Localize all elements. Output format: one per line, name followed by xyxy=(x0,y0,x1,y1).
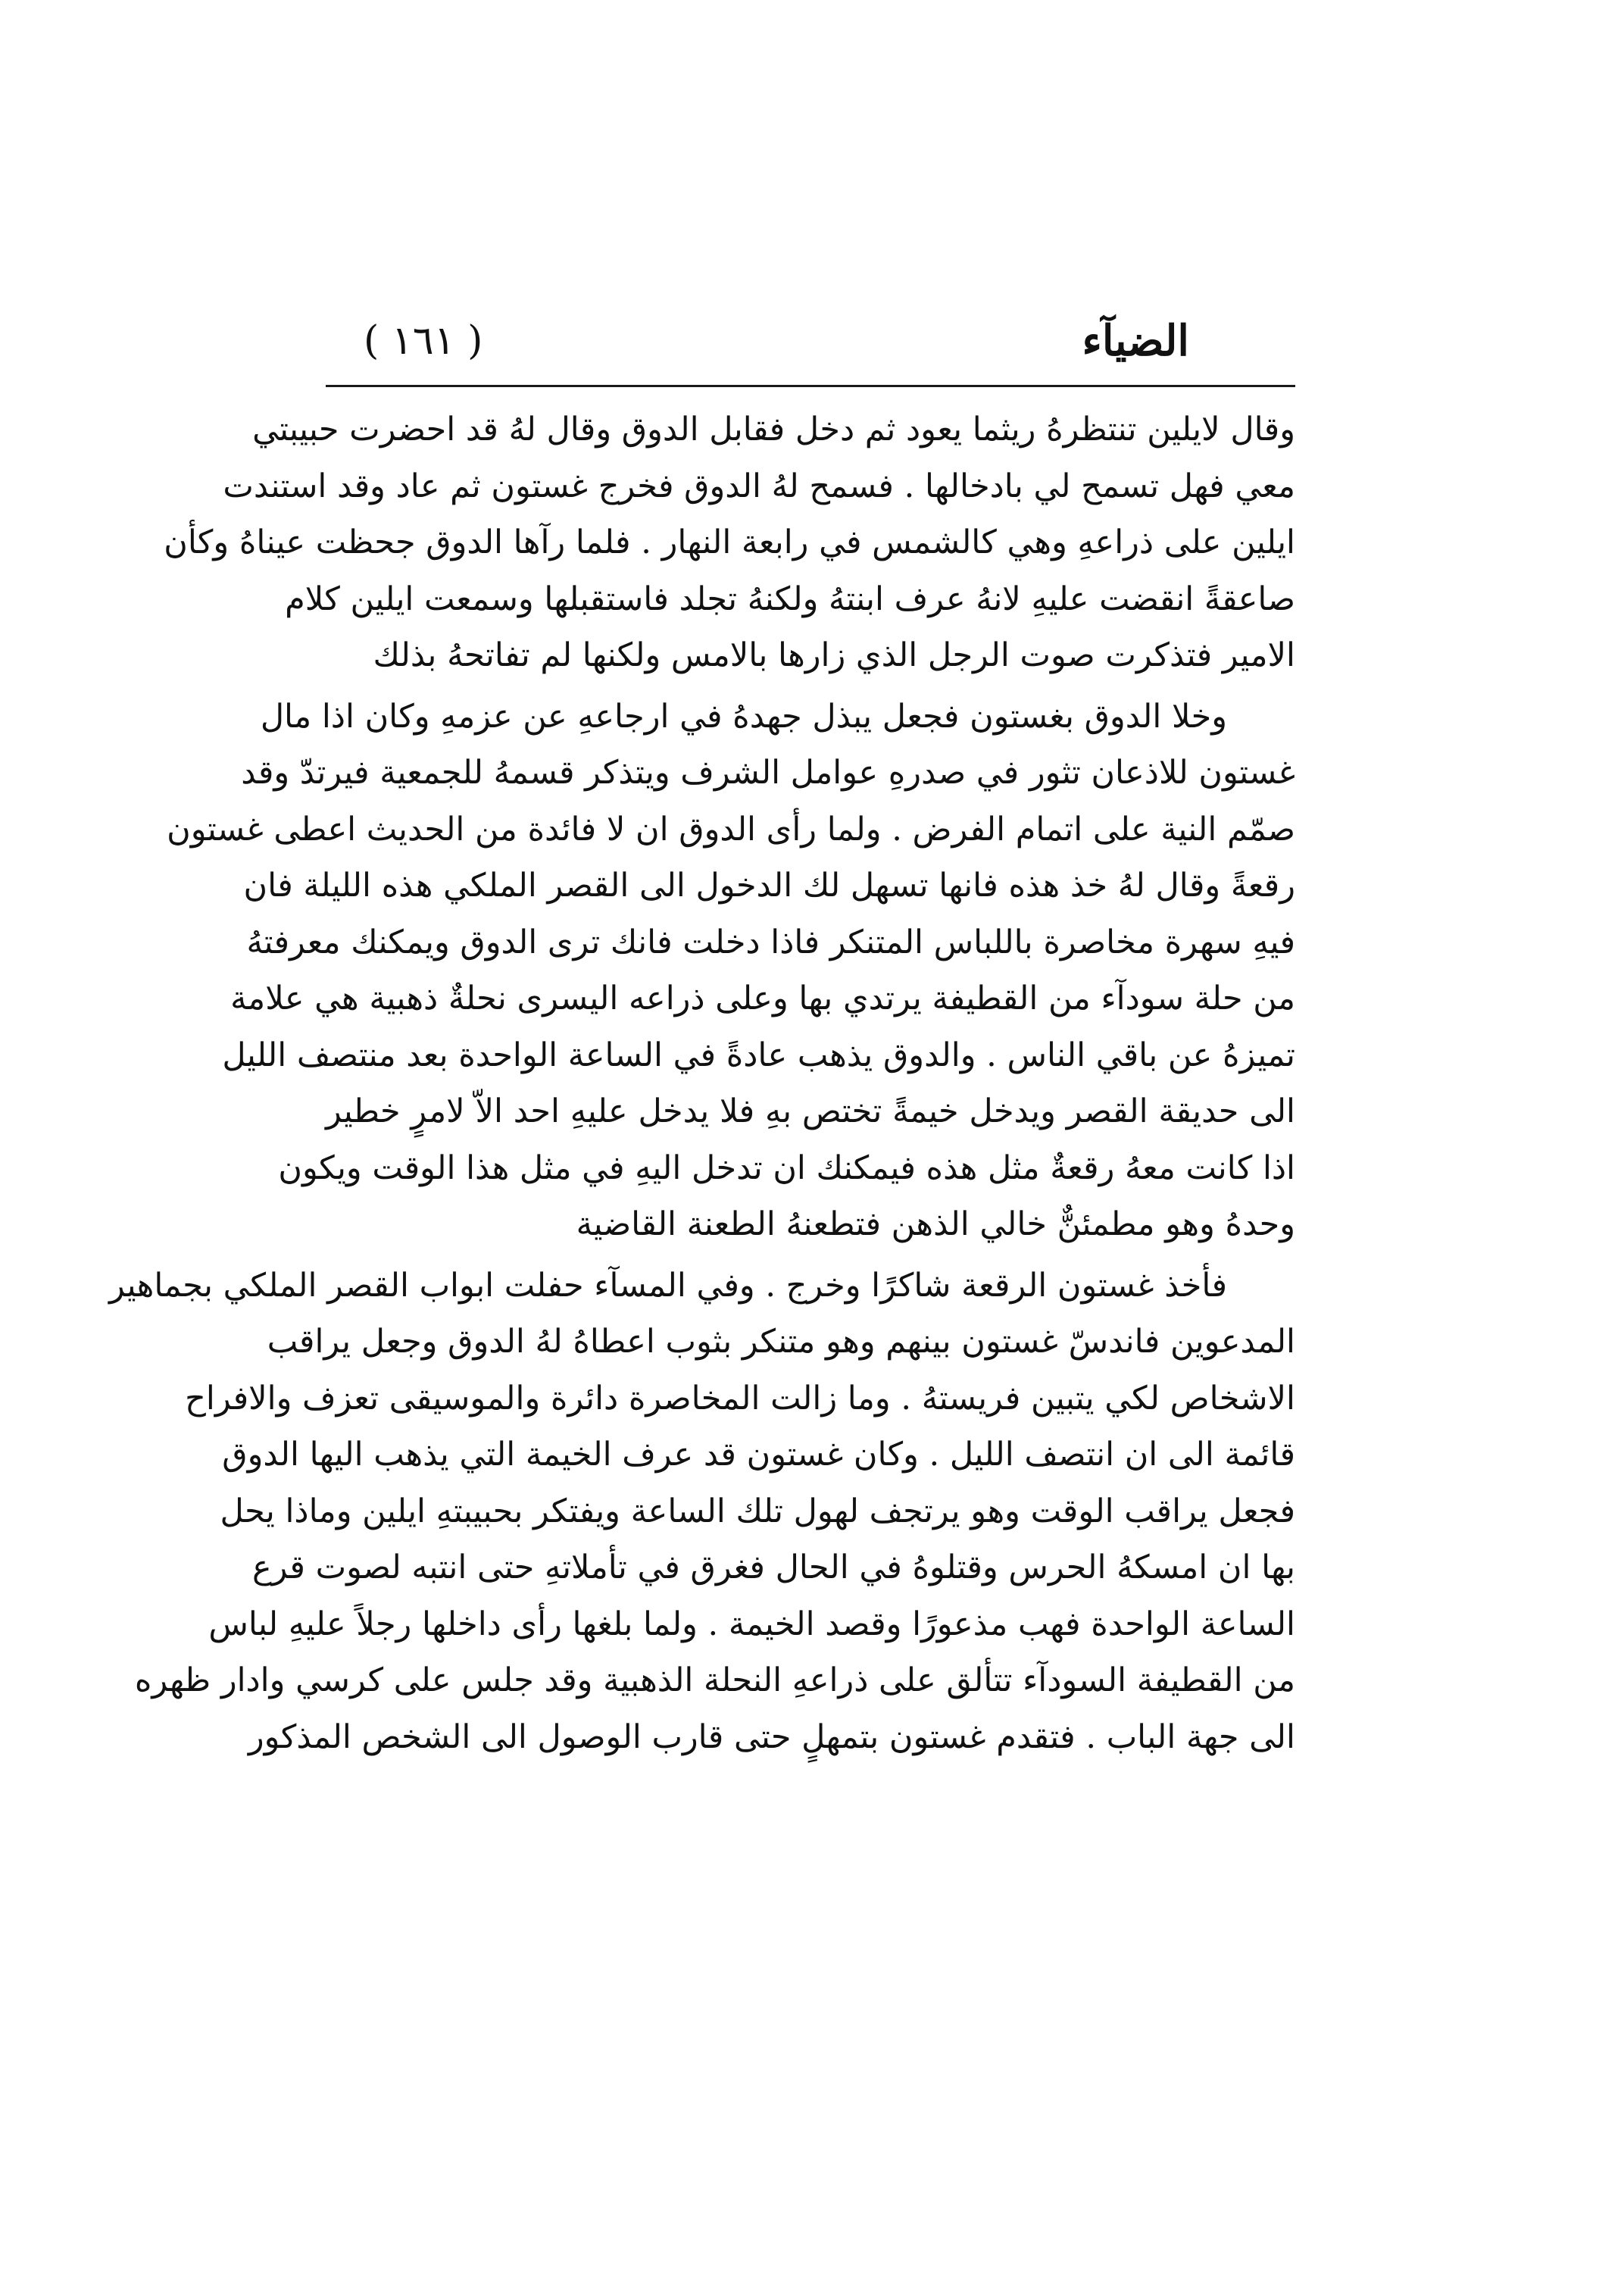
body-text xyxy=(108,402,1295,1765)
text-line: فأخذ غستون الرقعة شاكرًا وخرج . وفي المسآء حفلت ابواب القصر الملكي بجماهير xyxy=(108,1266,1227,1305)
text-line: الاشخاص لكي يتبين فريستهُ . وما زالت المخاصرة دائرة والموسيقى تعزف والافراح xyxy=(185,1379,1295,1417)
text-line: الى جهة الباب . فتقدم غستون بتمهلٍ حتى قارب الوصول الى الشخص المذكور xyxy=(248,1717,1295,1756)
text-line: وخلا الدوق بغستون فجعل يبذل جهدهُ في ارجاعهِ عن عزمهِ وكان اذا مال xyxy=(260,697,1227,736)
paragraph xyxy=(167,689,1295,1253)
text-line: قائمة الى ان انتصف الليل . وكان غستون قد عرف الخيمة التي يذهب اليها الدوق xyxy=(222,1436,1295,1474)
text-line: الامير فتذكرت صوت الرجل الذي زارها بالامس ولكنها لم تفاتحهُ بذلك xyxy=(373,636,1295,674)
text-line: بها ان امسكهُ الحرس وقتلوهُ في الحال فغرق في تأملاتهِ حتى انتبه لصوت قرع xyxy=(252,1549,1295,1586)
text-line: فجعل يراقب الوقت وهو يرتجف لهول تلك الساعة ويفتكر بحبيبتهِ ايلين وماذا يحل xyxy=(220,1492,1295,1530)
text-line: صمّم النية على اتمام الفرض . ولما رأى الدوق ان لا فائدة من الحديث اعطى غستون xyxy=(167,810,1295,849)
paragraph xyxy=(108,1258,1295,1766)
text-line: رقعةً وقال لهُ خذ هذه فانها تسهل لك الدخول الى القصر الملكي هذه الليلة فان xyxy=(243,867,1295,905)
text-line: فيهِ سهرة مخاصرة باللباس المتنكر فاذا دخلت فانك ترى الدوق ويمكنك معرفتهُ xyxy=(246,923,1295,961)
running-title: الضيآء xyxy=(1082,316,1189,366)
page-number: ( ١٦١ ) xyxy=(364,318,483,364)
text-line: تميزهُ عن باقي الناس . والدوق يذهب عادةً في الساعة الواحدة بعد منتصف الليل xyxy=(222,1036,1295,1074)
header-rule xyxy=(326,385,1295,387)
page-header xyxy=(326,307,1295,375)
text-line: اذا كانت معهُ رقعةٌ مثل هذه فيمكنك ان تدخل اليهِ في مثل هذا الوقت ويكون xyxy=(278,1149,1295,1187)
text-line: صاعقةً انقضت عليهِ لانهُ عرف ابنتهُ ولكنهُ تجلد فاستقبلها وسمعت ايلين كلام xyxy=(285,580,1295,618)
text-line: من القطيفة السودآء تتألق على ذراعهِ النحلة الذهبية وقد جلس على كرسي وادار ظهره xyxy=(134,1661,1295,1699)
text-line: المدعوين فاندسّ غستون بينهم وهو متنكر بثوب اعطاهُ لهُ الدوق وجعل يراقب xyxy=(267,1323,1295,1361)
text-line: معي فهل تسمح لي بادخالها . فسمح لهُ الدوق فخرج غستون ثم عاد وقد استندت xyxy=(223,467,1295,505)
text-line: غستون للاذعان تثور في صدرهِ عوامل الشرف ويتذكر قسمهُ للجمعية فيرتدّ وقد xyxy=(241,754,1295,792)
text-line: الى حديقة القصر ويدخل خيمةً تختص بهِ فلا يدخل عليهِ احد الاّ لامرٍ خطير xyxy=(326,1092,1295,1130)
text-line: الساعة الواحدة فهب مذعورًا وقصد الخيمة . ولما بلغها رأى داخلها رجلاً عليهِ لباس xyxy=(208,1605,1295,1643)
paragraph xyxy=(164,402,1295,684)
text-line: ايلين على ذراعهِ وهي كالشمس في رابعة النهار . فلما رآها الدوق جحظت عيناهُ وكأن xyxy=(164,524,1295,561)
text-line: وحدهُ وهو مطمئنٌّ خالي الذهن فتطعنهُ الطعنة القاضية xyxy=(576,1205,1295,1243)
text-line: من حلة سودآء من القطيفة يرتدي بها وعلى ذراعه اليسرى نحلةٌ ذهبية هي علامة xyxy=(230,980,1295,1017)
text-line: وقال لايلين تنتظرهُ ريثما يعود ثم دخل فقابل الدوق وقال لهُ قد احضرت حبيبتي xyxy=(252,411,1295,449)
